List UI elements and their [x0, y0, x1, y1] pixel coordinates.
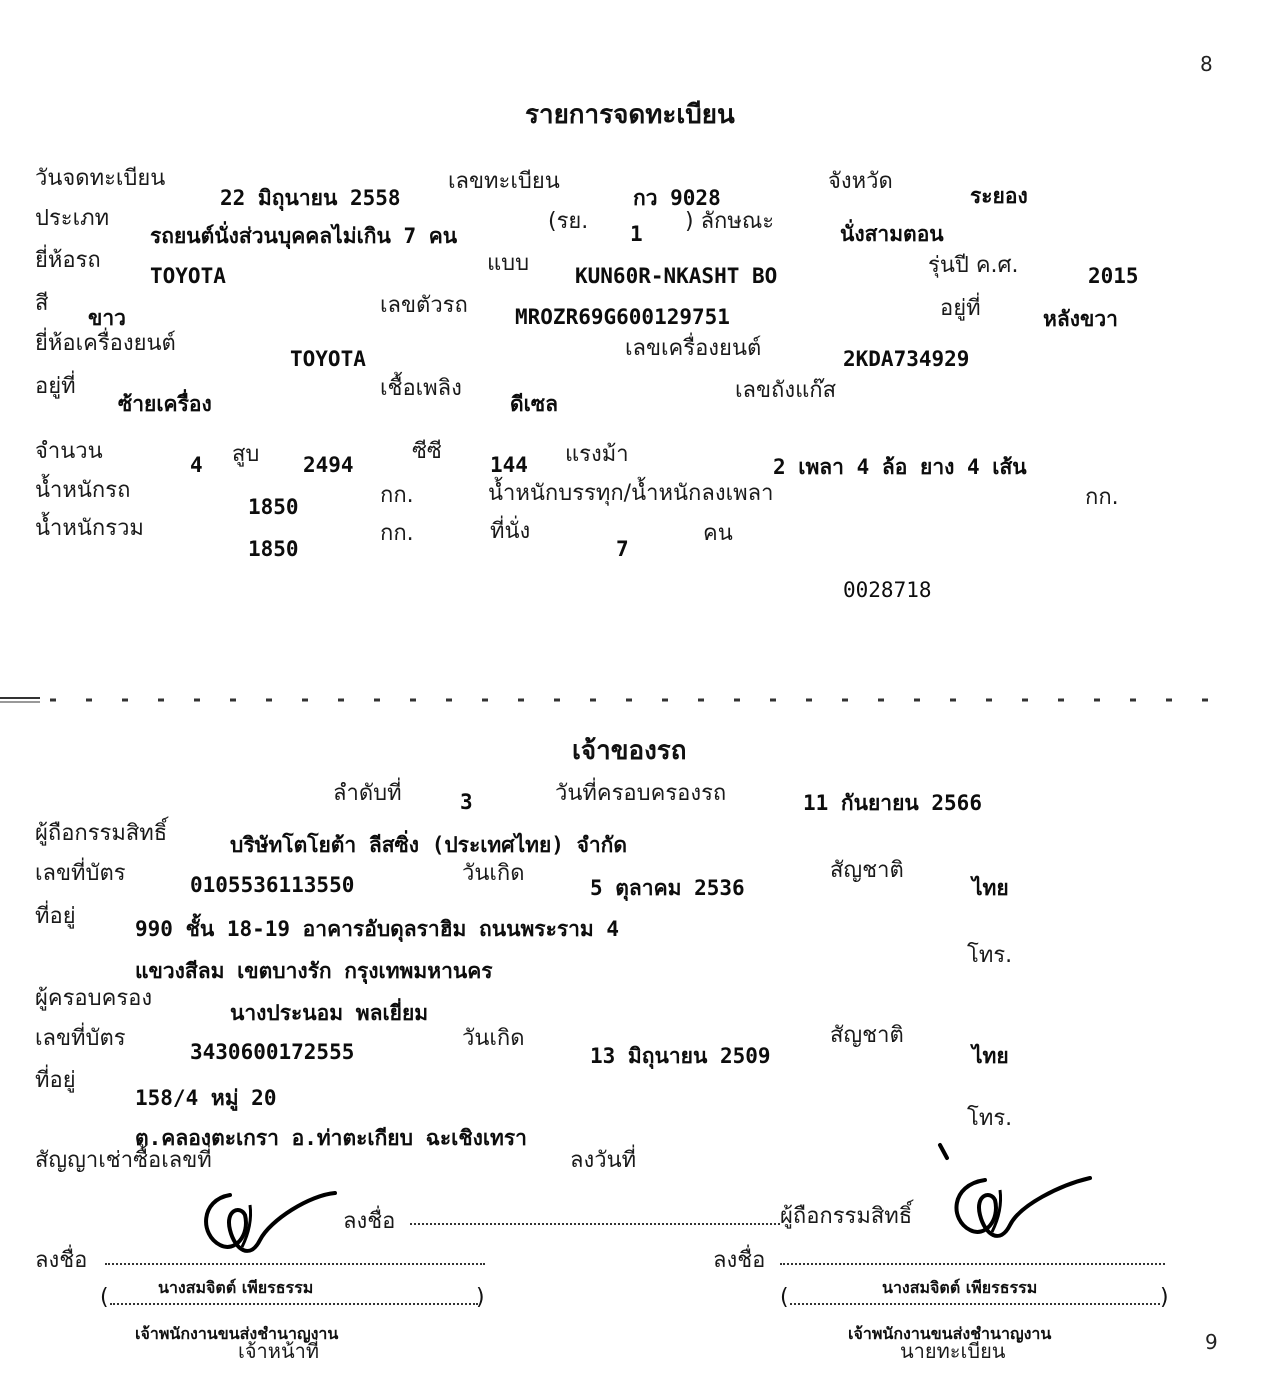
holder-label: ผู้ถือกรรมสิทธิ์: [35, 821, 168, 846]
horsepower-label: แรงม้า: [565, 442, 629, 467]
cylinder-label: สูบ: [232, 442, 260, 467]
possessor-nationality-value: ไทย: [972, 1044, 1009, 1068]
left-sign-label: ลงชื่อ: [35, 1248, 88, 1273]
holder-address-label: ที่อยู่: [35, 904, 76, 929]
holder-nationality-label: สัญชาติ: [830, 858, 904, 883]
cc-value: 2494: [303, 453, 354, 477]
copy-tear-line: [0, 690, 1280, 710]
left-name-line: [110, 1302, 478, 1305]
holder-id-label: เลขที่บัตร: [35, 861, 126, 886]
color-value: ขาว: [88, 306, 126, 330]
possessor-dob-value: 13 มิถุนายน 2509: [590, 1044, 771, 1068]
sequence-label: ลำดับที่: [333, 781, 402, 806]
holder-role-label: ผู้ถือกรรมสิทธิ์: [780, 1204, 913, 1229]
possessor-value: นางประนอม พลเยี่ยม: [230, 1001, 429, 1025]
holder-dob-label: วันเกิด: [462, 861, 525, 886]
engine-location-label: อยู่ที่: [35, 374, 76, 399]
type-label: ประเภท: [35, 206, 110, 231]
color-label: สี: [35, 291, 49, 316]
registration-title: รายการจดทะเบียน: [525, 100, 735, 130]
owner-title: เจ้าของรถ: [572, 736, 687, 766]
document-number: 0028718: [843, 578, 932, 602]
right-signature-mark: [935, 1140, 1095, 1260]
plate-label: เลขทะเบียน: [448, 169, 560, 194]
vin-location-label: อยู่ที่: [940, 296, 981, 321]
axles-value: 2 เพลา 4 ล้อ ยาง 4 เส้น: [773, 455, 1027, 479]
fuel-value: ดีเซล: [510, 392, 558, 416]
left-signature-mark: [190, 1175, 340, 1265]
engine-make-value: TOYOTA: [290, 347, 366, 371]
possessor-label: ผู้ครอบครอง: [35, 986, 153, 1011]
holder-address-line1: 990 ชั้น 18-19 อาคารอับดุลราฮิม ถนนพระราม 4: [135, 917, 620, 941]
weight-kg-unit: กก.: [380, 483, 414, 508]
contract-date-label: ลงวันที่: [570, 1148, 637, 1173]
left-close-paren: ): [476, 1285, 485, 1310]
type-value: รถยนต์นั่งส่วนบุคคลไม่เกิน 7 คน: [150, 224, 458, 248]
horsepower-value: 144: [490, 453, 528, 477]
ry-value: 1: [630, 222, 643, 246]
vin-location-value: หลังขวา: [1043, 307, 1118, 331]
ry-label: (รย.: [548, 209, 589, 234]
right-open-paren: (: [780, 1285, 789, 1310]
left-officer-title: เจ้าพนักงานขนส่งชำนาญงาน: [135, 1324, 339, 1343]
gross-weight-label: น้ำหนักรวม: [35, 516, 144, 541]
province-value: ระยอง: [970, 184, 1028, 208]
right-close-paren: ): [1160, 1285, 1169, 1310]
payload-label: น้ำหนักบรรทุก/น้ำหนักลงเพลา: [488, 481, 774, 506]
holder-dob-value: 5 ตุลาคม 2536: [590, 876, 745, 900]
middle-sign-line: [410, 1222, 780, 1225]
left-officer-name: นางสมจิตต์ เพียรธรรม: [158, 1278, 314, 1297]
engine-no-label: เลขเครื่องยนต์: [625, 336, 762, 361]
right-role-under: นายทะเบียน: [900, 1339, 1006, 1363]
right-sign-line: [780, 1262, 1165, 1265]
cylinder-count-label: จำนวน: [35, 439, 103, 464]
persons-unit: คน: [703, 521, 733, 546]
seats-value: 7: [616, 537, 629, 561]
page-number-top: 8: [1200, 52, 1213, 76]
contract-number-label: สัญญาเช่าซื้อเลขที่: [35, 1148, 212, 1173]
vin-label: เลขตัวรถ: [380, 293, 468, 318]
sequence-value: 3: [460, 790, 473, 814]
fuel-label: เชื้อเพลิง: [380, 376, 462, 401]
possessor-dob-label: วันเกิด: [462, 1026, 525, 1051]
make-value: TOYOTA: [150, 264, 226, 288]
model-label: แบบ: [487, 251, 530, 276]
holder-phone-label: โทร.: [967, 943, 1013, 968]
holder-address-line2: แขวงสีลม เขตบางรัก กรุงเทพมหานคร: [135, 959, 493, 983]
plate-value: กว 9028: [633, 186, 721, 210]
vehicle-weight-value: 1850: [248, 495, 299, 519]
right-name-line: [790, 1302, 1160, 1305]
cylinder-count-value: 4: [190, 453, 203, 477]
left-role-under: เจ้าหน้าที่: [238, 1339, 320, 1363]
model-value: KUN60R-NKASHT BO: [575, 264, 778, 288]
year-label: รุ่นปี ค.ศ.: [928, 253, 1019, 278]
right-officer-name: นางสมจิตต์ เพียรธรรม: [882, 1278, 1038, 1297]
possessor-phone-label: โทร.: [967, 1106, 1013, 1131]
engine-make-label: ยี่ห้อเครื่องยนต์: [35, 331, 176, 356]
gas-tank-label: เลขถังแก๊ส: [735, 378, 837, 403]
engine-location-value: ซ้ายเครื่อง: [118, 392, 212, 416]
province-label: จังหวัด: [828, 169, 893, 194]
page-number-bottom: 9: [1205, 1330, 1218, 1354]
right-sign-label: ลงชื่อ: [713, 1248, 766, 1273]
holder-nationality-value: ไทย: [972, 876, 1009, 900]
middle-sign-label: ลงชื่อ: [343, 1209, 396, 1234]
possessor-address-label: ที่อยู่: [35, 1068, 76, 1093]
body-label: ) ลักษณะ: [685, 209, 775, 234]
possessor-nationality-label: สัญชาติ: [830, 1023, 904, 1048]
right-officer-title: เจ้าพนักงานขนส่งชำนาญงาน: [848, 1324, 1052, 1343]
vehicle-weight-label: น้ำหนักรถ: [35, 478, 131, 503]
gross-weight-value: 1850: [248, 537, 299, 561]
payload-kg-unit: กก.: [1085, 485, 1119, 510]
possession-date-label: วันที่ครอบครองรถ: [555, 781, 727, 806]
holder-value: บริษัทโตโยต้า ลีสซิ่ง (ประเทศไทย) จำกัด: [230, 833, 628, 857]
possessor-id-value: 3430600172555: [190, 1040, 355, 1064]
reg-date-label: วันจดทะเบียน: [35, 166, 166, 191]
possessor-id-label: เลขที่บัตร: [35, 1026, 126, 1051]
make-label: ยี่ห้อรถ: [35, 248, 101, 273]
year-value: 2015: [1088, 264, 1139, 288]
cc-label: ซีซี: [412, 439, 442, 464]
body-value: นั่งสามตอน: [840, 222, 944, 246]
possessor-address-line2: ต.คลองตะเกรา อ.ท่าตะเกียบ ฉะเชิงเทรา: [135, 1126, 527, 1150]
engine-no-value: 2KDA734929: [843, 347, 970, 371]
gross-kg-unit: กก.: [380, 521, 414, 546]
vin-value: MROZR69G600129751: [515, 305, 730, 329]
reg-date-value: 22 มิถุนายน 2558: [220, 186, 401, 210]
holder-id-value: 0105536113550: [190, 873, 355, 897]
possessor-address-line1: 158/4 หมู่ 20: [135, 1086, 277, 1110]
seats-label: ที่นั่ง: [490, 519, 531, 544]
left-open-paren: (: [100, 1285, 109, 1310]
possession-date-value: 11 กันยายน 2566: [803, 791, 982, 815]
